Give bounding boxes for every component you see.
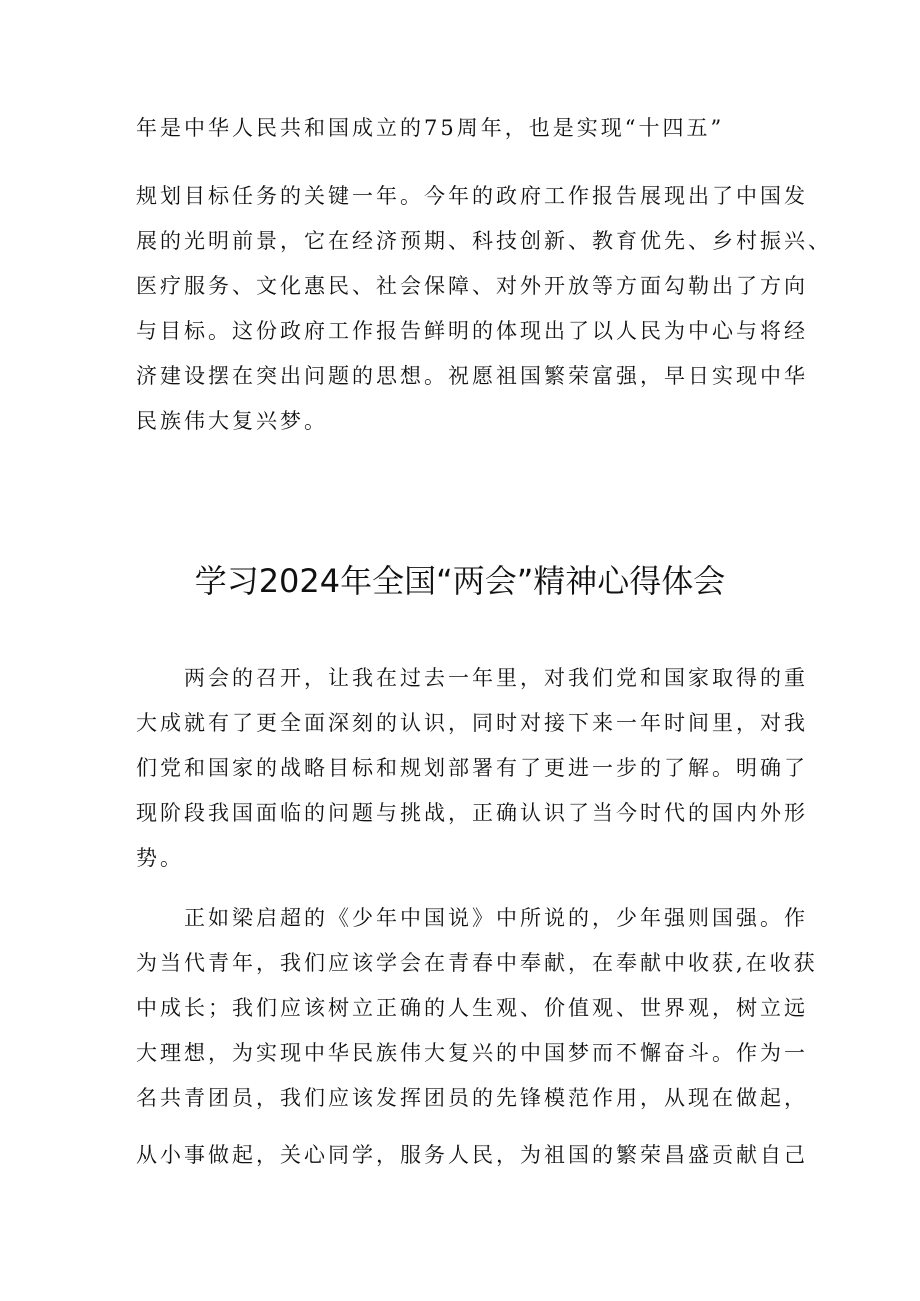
paragraph2-line-1: 正如梁启超的《少年中国说》中所说的，少年强则国强。作 bbox=[184, 906, 808, 930]
section1-line-2: 规划目标任务的关键一年。今年的政府工作报告展现出了中国发 bbox=[136, 184, 808, 208]
section1-line-6: 济建设摆在突出问题的思想。祝愿祖国繁荣富强，早日实现中华 bbox=[136, 364, 808, 388]
page-title: 学习2024年全国“两会”精神心得体会 bbox=[194, 562, 726, 600]
section1-line-5: 与目标。这份政府工作报告鲜明的体现出了以人民为中心与将经 bbox=[136, 319, 808, 343]
paragraph2-line-3: 中成长；我们应该树立正确的人生观、价值观、世界观，树立远 bbox=[136, 996, 808, 1020]
paragraph2-line-2: 为当代青年，我们应该学会在青春中奉献，在奉献中收获,在收获 bbox=[136, 951, 818, 975]
section1-line-4: 医疗服务、文化惠民、社会保障、对外开放等方面勾勒出了方向 bbox=[136, 274, 808, 298]
paragraph2-line-6: 从小事做起，关心同学，服务人民，为祖国的繁荣昌盛贡献自己 bbox=[136, 1143, 808, 1167]
paragraph2-line-4: 大理想，为实现中华民族伟大复兴的中国梦而不懈奋斗。作为一 bbox=[136, 1041, 808, 1065]
paragraph1-line-2: 大成就有了更全面深刻的认识，同时对接下来一年时间里，对我 bbox=[136, 711, 808, 735]
section1-line-3: 展的光明前景，它在经济预期、科技创新、教育优先、乡村振兴、 bbox=[136, 229, 832, 253]
section1-line-7: 民族伟大复兴梦。 bbox=[136, 409, 328, 433]
section1-line-1: 年是中华人民共和国成立的75周年，也是实现“十四五” bbox=[136, 116, 725, 140]
paragraph1-line-3: 们党和国家的战略目标和规划部署有了更进一步的了解。明确了 bbox=[136, 756, 808, 780]
paragraph1-line-4: 现阶段我国面临的问题与挑战，正确认识了当今时代的国内外形 bbox=[136, 801, 808, 825]
paragraph1-line-1: 两会的召开，让我在过去一年里，对我们党和国家取得的重 bbox=[184, 666, 808, 690]
paragraph1-line-5: 势。 bbox=[136, 846, 184, 870]
paragraph2-line-5: 名共青团员，我们应该发挥团员的先锋模范作用，从现在做起， bbox=[136, 1086, 808, 1110]
